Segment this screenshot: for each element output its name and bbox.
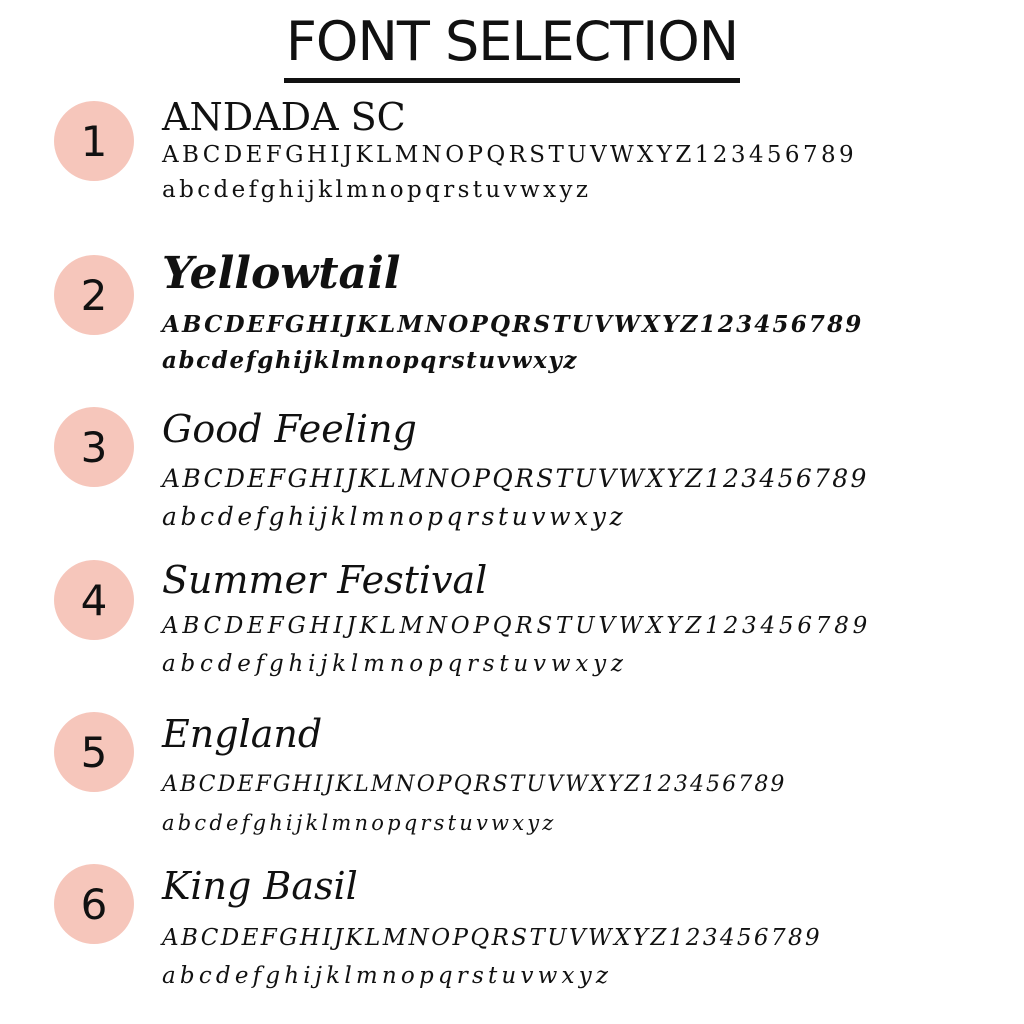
font-name: Good Feeling	[162, 407, 417, 451]
uppercase-sample: ABCDEFGHIJKLMNOPQRSTUVWXYZ123456789	[162, 142, 858, 168]
font-name: King Basil	[162, 864, 358, 908]
page-title: FONT SELECTION	[284, 10, 740, 83]
font-number-badge: 1	[54, 101, 134, 181]
font-number-badge: 2	[54, 255, 134, 335]
lowercase-sample: abcdefghijklmnopqrstuvwxyz	[162, 177, 592, 203]
page-title-wrap	[0, 10, 1024, 83]
lowercase-sample: abcdefghijklmnopqrstuvwxyz	[162, 347, 579, 374]
font-name: Yellowtail	[162, 248, 401, 299]
font-number-badge: 6	[54, 864, 134, 944]
font-name: ANDADA SC	[162, 95, 406, 139]
font-number-badge: 3	[54, 407, 134, 487]
uppercase-sample: ABCDEFGHIJKLMNOPQRSTUVWXYZ123456789	[162, 613, 872, 639]
font-name: Summer Festival	[162, 558, 488, 602]
lowercase-sample: abcdefghijklmnopqrstuvwxyz	[162, 502, 627, 531]
lowercase-sample: abcdefghijklmnopqrstuvwxyz	[162, 651, 628, 677]
uppercase-sample: ABCDEFGHIJKLMNOPQRSTUVWXYZ123456789	[162, 772, 787, 797]
uppercase-sample: ABCDEFGHIJKLMNOPQRSTUVWXYZ123456789	[162, 925, 823, 951]
font-number-badge: 5	[54, 712, 134, 792]
font-name: England	[162, 712, 323, 756]
lowercase-sample: abcdefghijklmnopqrstuvwxyz	[162, 963, 613, 989]
uppercase-sample: ABCDEFGHIJKLMNOPQRSTUVWXYZ123456789	[162, 464, 869, 493]
font-number-badge: 4	[54, 560, 134, 640]
uppercase-sample: ABCDEFGHIJKLMNOPQRSTUVWXYZ123456789	[162, 311, 864, 338]
lowercase-sample: abcdefghijklmnopqrstuvwxyz	[162, 811, 557, 835]
